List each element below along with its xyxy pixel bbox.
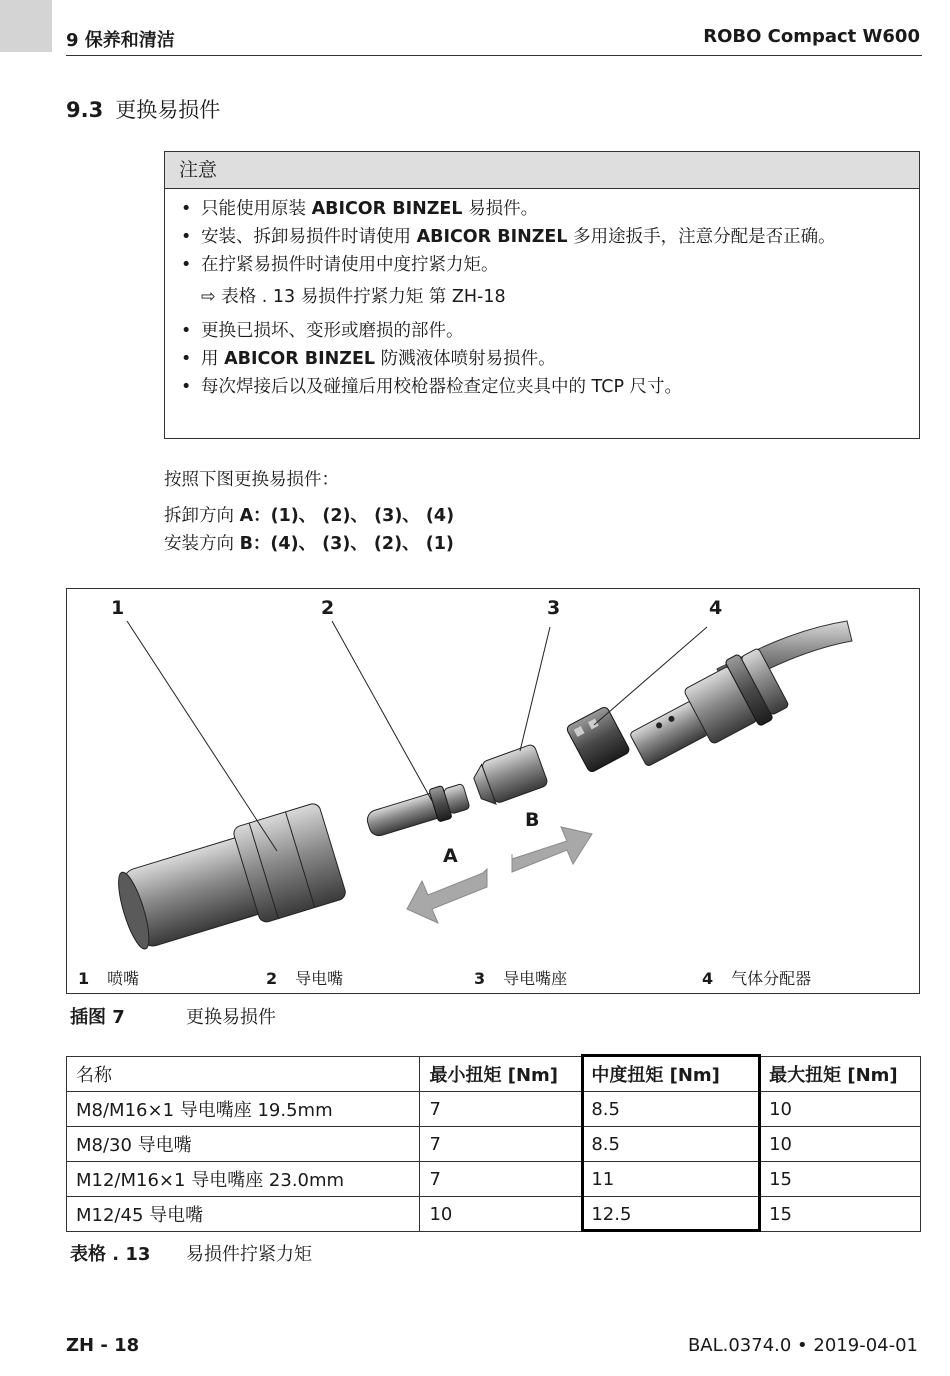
cell-name: M8/M16×1 导电嘴座 19.5mm: [67, 1092, 420, 1127]
torch-parts-illustration: [67, 589, 919, 993]
cell-medium: 8.5: [582, 1092, 760, 1127]
remove-direction: 拆卸方向 A：(1)、 (2)、 (3)、 (4): [164, 506, 455, 526]
tip-holder-part: [470, 743, 549, 808]
cell-min: 7: [420, 1092, 582, 1127]
header-rule: [66, 55, 922, 56]
cell-max: 10: [760, 1127, 921, 1162]
brand-name: ABICOR BINZEL: [311, 199, 463, 219]
notice-item: • 在拧紧易损件时请使用中度拧紧力矩。: [179, 251, 897, 279]
table-row: [67, 1162, 921, 1197]
cell-name: M12/M16×1 导电嘴座 23.0mm: [67, 1162, 420, 1197]
section-number: 9.3: [66, 98, 104, 122]
brand-name: ABICOR BINZEL: [416, 227, 568, 247]
figure-caption: 插图 7 更换易损件: [70, 1007, 276, 1028]
arrow-a-label: A: [443, 845, 458, 867]
cell-medium: 12.5: [582, 1197, 760, 1232]
nozzle-part: [110, 802, 348, 961]
cell-min: 7: [420, 1162, 582, 1197]
leader-line-1: [127, 621, 277, 851]
notice-title: 注意: [165, 152, 919, 189]
cell-min: 7: [420, 1127, 582, 1162]
cell-max: 15: [760, 1162, 921, 1197]
legend-item: 2 导电嘴: [266, 969, 344, 988]
col-header-name: 名称: [67, 1057, 420, 1092]
cell-max: 10: [760, 1092, 921, 1127]
arrow-a: [407, 869, 487, 923]
legend-item: 4 气体分配器: [702, 969, 812, 988]
header-product: ROBO Compact W600: [703, 26, 920, 47]
contact-tip-part: [364, 780, 471, 842]
cell-medium: 8.5: [582, 1127, 760, 1162]
arrow-b-label: B: [525, 809, 540, 831]
leader-line-2: [332, 621, 432, 801]
table-row: [67, 1092, 921, 1127]
notice-item: • 每次焊接后以及碰撞后用校枪器检查定位夹具中的 TCP 尺寸。: [179, 373, 897, 401]
legend-item: 3 导电嘴座: [474, 969, 568, 988]
col-header-max: 最大扭矩 [Nm]: [760, 1057, 921, 1092]
notice-cross-reference[interactable]: ⇨ 表格 . 13 易损件拧紧力矩 第 ZH-18: [201, 287, 506, 307]
callout-3: 3: [547, 597, 561, 619]
figure-box: [66, 588, 920, 994]
callout-2: 2: [321, 597, 335, 619]
cell-name: M8/30 导电嘴: [67, 1127, 420, 1162]
cell-min: 10: [420, 1197, 582, 1232]
callout-4: 4: [709, 597, 723, 619]
section-title-text: 更换易损件: [115, 98, 221, 122]
callout-1: 1: [111, 597, 125, 619]
table-row: [67, 1197, 921, 1232]
table-row: [67, 1127, 921, 1162]
arrow-b: [512, 827, 592, 872]
col-header-medium: 中度扭矩 [Nm]: [582, 1057, 760, 1092]
notice-item: • 用 ABICOR BINZEL 防溅液体喷射易损件。: [179, 345, 897, 373]
cell-name: M12/45 导电嘴: [67, 1197, 420, 1232]
gas-diffuser-part: [620, 644, 791, 782]
install-direction: 安装方向 B：(4)、 (3)、 (2)、 (1): [164, 534, 454, 554]
instructions-intro: 按照下图更换易损件：: [164, 470, 339, 490]
gas-distributor-ring: [566, 706, 631, 774]
brand-name: ABICOR BINZEL: [224, 349, 376, 369]
table-header-row: [67, 1057, 921, 1092]
notice-box: [164, 151, 920, 439]
legend-item: 1 喷嘴: [78, 969, 140, 988]
table-caption: 表格 . 13 易损件拧紧力矩: [70, 1244, 312, 1265]
leader-line-3: [520, 627, 550, 751]
cell-max: 15: [760, 1197, 921, 1232]
notice-item: • 安装、拆卸易损件时请使用 ABICOR BINZEL 多用途扳手，注意分配是否正确。: [179, 223, 897, 251]
footer-page-number: ZH - 18: [66, 1335, 140, 1356]
cell-medium: 11: [582, 1162, 760, 1197]
notice-item: • 更换已损坏、变形或磨损的部件。: [179, 317, 897, 345]
notice-item: • 只能使用原装 ABICOR BINZEL 易损件。: [179, 195, 897, 223]
col-header-min: 最小扭矩 [Nm]: [420, 1057, 582, 1092]
section-title: [66, 94, 220, 124]
notice-list: [165, 189, 919, 401]
corner-tab: [0, 0, 52, 52]
header-chapter: 9 保养和清洁: [66, 30, 175, 51]
torque-table: [66, 1056, 921, 1232]
footer-doc-id: BAL.0374.0 • 2019-04-01: [687, 1335, 918, 1356]
